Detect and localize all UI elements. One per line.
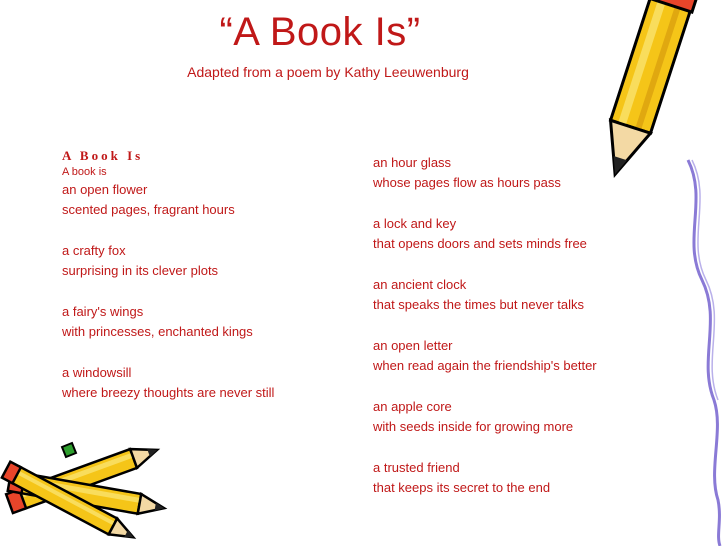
poem-line: an open letter bbox=[373, 338, 453, 353]
stanza bbox=[62, 302, 362, 342]
stanza bbox=[62, 363, 362, 403]
poem-line: a trusted friend bbox=[373, 460, 460, 475]
slide-title: “A Book Is” bbox=[219, 10, 421, 54]
stanza bbox=[62, 180, 362, 220]
poem-line: with seeds inside for growing more bbox=[373, 419, 574, 434]
poem-line: an hour glass bbox=[373, 155, 452, 170]
poem-line: a lock and key bbox=[373, 216, 457, 231]
poem-heading: A Book Is bbox=[62, 148, 144, 163]
poem-line: that keeps its secret to the end bbox=[373, 480, 551, 495]
pencil-large-icon bbox=[590, 0, 728, 546]
poem-line: an ancient clock bbox=[373, 277, 467, 292]
poem-line: when read again the friendship's better bbox=[373, 358, 597, 373]
poem-line: with princesses, enchanted kings bbox=[62, 324, 253, 339]
poem-line: a windowsill bbox=[62, 365, 132, 380]
poem-line: an open flower bbox=[62, 182, 148, 197]
poem-line: that opens doors and sets minds free bbox=[373, 236, 587, 251]
poem-line: an apple core bbox=[373, 399, 452, 414]
poem-line: scented pages, fragrant hours bbox=[62, 202, 235, 217]
slide-subtitle: Adapted from a poem by Kathy Leeuwenburg bbox=[187, 64, 469, 80]
poem-line: that speaks the times but never talks bbox=[373, 297, 584, 312]
poem-line: surprising in its clever plots bbox=[62, 263, 219, 278]
poem-line: where breezy thoughts are never still bbox=[62, 385, 275, 400]
poem-subheading: A book is bbox=[62, 166, 107, 178]
pencils-bundle-icon bbox=[0, 425, 180, 546]
poem-left-column bbox=[62, 148, 362, 403]
poem-line: a fairy's wings bbox=[62, 304, 144, 319]
stanza bbox=[62, 241, 362, 281]
poem-line: a crafty fox bbox=[62, 243, 126, 258]
poem-line: whose pages flow as hours pass bbox=[373, 175, 561, 190]
